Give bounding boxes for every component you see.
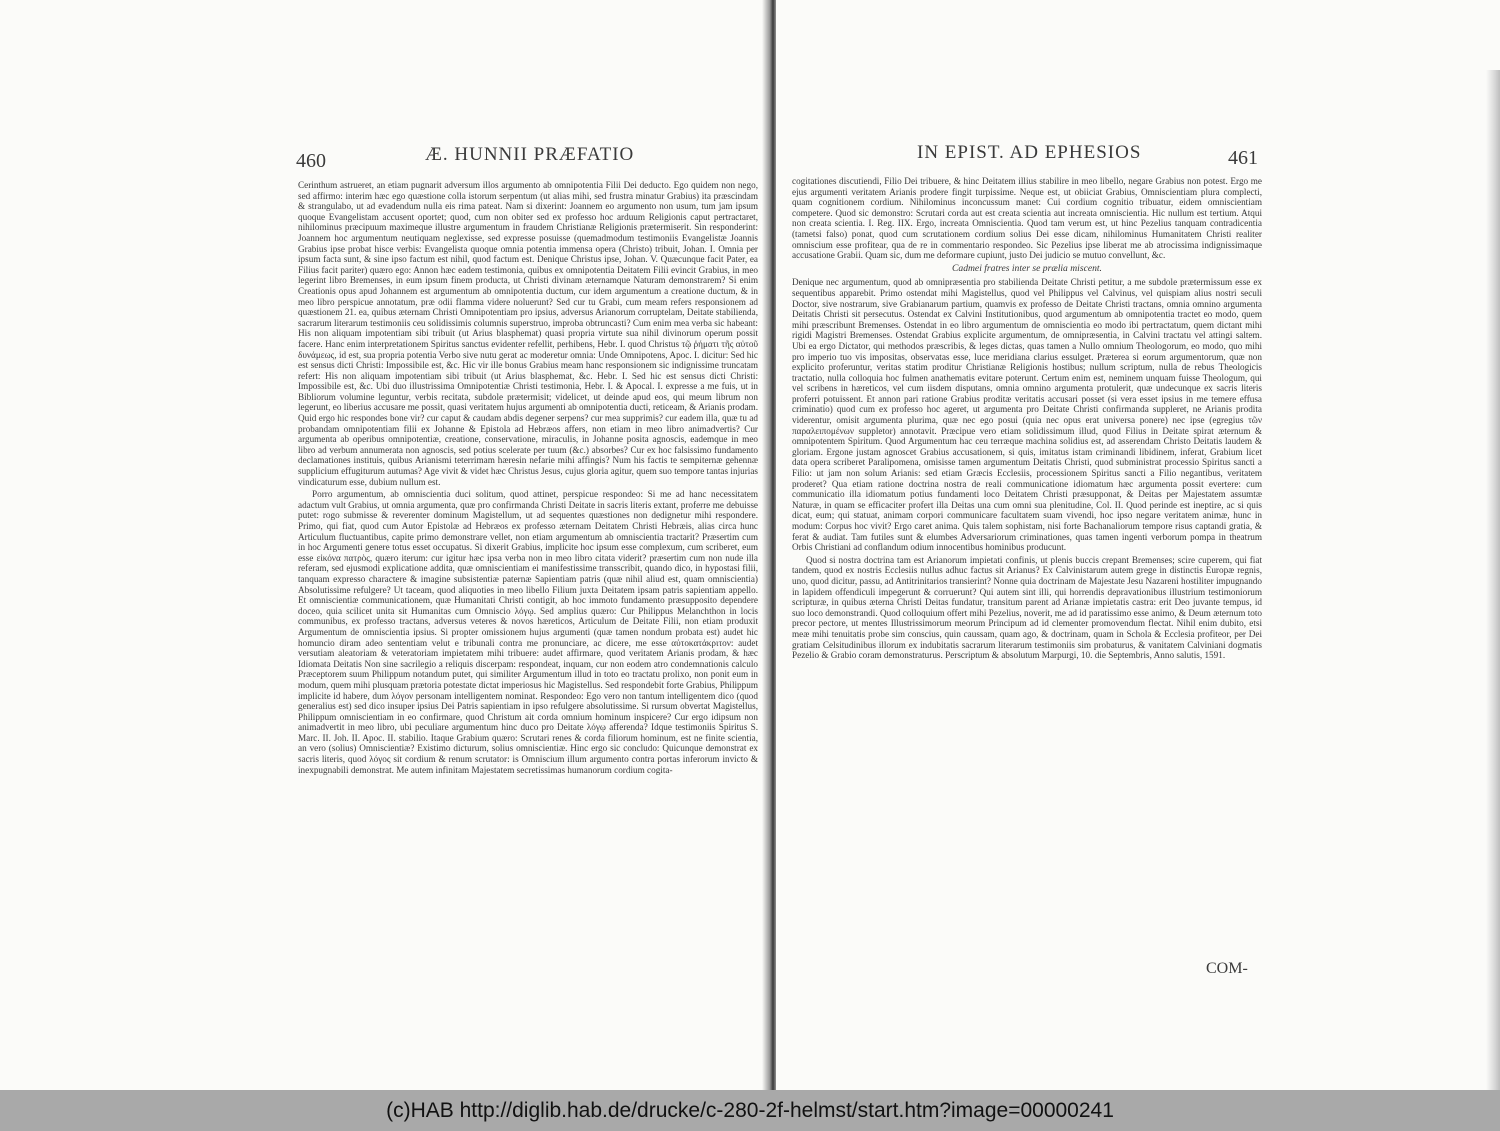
section-subheading: Cadmei fratres inter se prælia miscent.	[952, 262, 1102, 274]
copyright-footer	[0, 1090, 1500, 1131]
catchword: COM-	[1206, 960, 1248, 977]
left-page	[0, 0, 768, 1090]
footer-url-text: (c)HAB http://diglib.hab.de/drucke/c-280-2f-helmst/start.htm?image=00000241	[386, 1098, 1114, 1122]
page-number: 460	[296, 150, 326, 172]
paragraph: Cerinthum astrueret, an etiam pugnarit adversum illos argumento ab omnipotentia Filii Dei deducto. Ego quidem non nego, sed affirmo: interim hæc ego quæstione colla istorum serpentum (ut alias mihi, sed frustra minatur Grabius) ita præscindam & strangulabo, ut ad evadendum nulla eis rima pateat. Nam si dixerint: Joannem eo argumento non usum, tum jam ipsum quoque Evangelistam accusent oportet; quod, cum non obiter sed ex professo hoc arduum Religionis caput pertractaret, nihilominus præcipuum maximeque illustre argumentum in fraudem Christianæ Religionis prætermiserit. Sin responderint: Joannem hoc argumentum neutiquam neglexisse, sed expresse posuisse (quemadmodum testimoniis Evangelistæ Joannis Grabius ipse probat hisce verbis: Evangelista quoque omnia potentia immensa opera (Christo) tribuit, Johan. I. Omnia per ipsum facta sunt, & sine ipso factum est nihil, quod factum est. Denique Christus ipse, Johan. V. Quæcunque facit Pater, ea Filius facit pariter) quæro ego: Annon hæc eadem testimonia, quibus ex omnipotentia Deitatem Filii evincit Grabius, in meo legerint libro Bremenses, in eum ipsum finem producta, ut Christi divinam æternamque Naturam demonstrarem? Si enim Creationis opus apud Johannem est argumentum ab omnipotentia ductum, cur idem argumentum a creatione ductum, & in meo libro perspicue annotatum, præ odii flamma videre noluerunt? Sed cur tu Grabi, cum meam refers responsionem ad quæstionem 21. ea, quibus æternam Christi Omnipotentiam pro ipsius, adversus Arianorum corruptelam, Deitate stabilienda, sacrarum literarum testimoniis ceu solidissimis columnis superstruo, improba obtruncasti? Cum enim mea verba sic habeant: His non aliquam impotentiam sibi tribuit (ut Arius blasphemat) quasi propria virtute sua nihil divinorum operum possit facere. Hanc enim interpretationem Spiritus sanctus evidenter refellit, perhibens, Hebr. I. quod Christus τῷ ῥήματι τῆς αὐτοῦ δυνάμεως, id est, sua propria potentia Verbo sive nutu gerat ac moderetur omnia: Unde Omnipotens, Apoc. I. dicitur: Sed hic est sensus dicti Christi: Impossibile est, &c. Hic vir ille bonus Grabius meam hanc responsionem sic indignissime truncatam refert: His non aliquam impotentiam sibi tribuit (ut Arius blasphemat, &c. Hebr. I. Sed hic est sensus dicti Christi: Impossibile est, &c. Ubi duo illustrissima Omnipotentiæ Christi testimonia, Hebr. I. & Apocal. I. expresse a me fuis, ut in Bibliorum volumine leguntur, verbis recitata, subdole prætermisit; videlicet, ut deinde apud eos, qui meum librum non legerunt, eo liberius accusare me possit, quasi veritatem hujus argumenti ab omnipotentia ducti, reticeam, & Arianis prodam. Quid ergo hic respondes bone vir? cur caput & caudam abdis degener serpens? cur mea supprimis? cur eadem illa, quæ tu ad probandam omnipotentiam filii ex Johanne & Epistola ad Hebræos affers, non etiam in meo libro animadvertis? Cur argumenta ab operibus omnipotentiæ, creatione, conservatione, miraculis, in Johanne posita agnoscis, eademque in meo libro ad verbum annumerata non agnoscis, sed potius scelerate per tuum (&c.) absorbes? Cur ex hoc falsissimo fundamento declamationes instituis, quibus Arianismi teterrimam hæresin nefarie mihi affingis? Num his factis te sempiternæ gehennæ supplicium effugiturum autumas? Age vivit & videt hæc Christus Jesus, cujus gloria agitur, quem suo tempore tantas injurias vindicaturum esse, dubium nullum est.	[298, 180, 758, 487]
page-edge-shadow	[1486, 70, 1500, 1090]
body-text	[298, 180, 758, 777]
body-text	[792, 176, 1262, 663]
paragraph: cogitationes discutiendi, Filio Dei tribuere, & hinc Deitatem illius stabilire in meo libello, negare Grabius non potest. Ergo me ejus argumenti veritatem Arianis prodere fingit turpissime. Neque est, ut obiiciat Grabius, Omniscientiam plura complecti, quam cognitionem cordium. Nihilominus inconcussum manet: Cui cordium cognitio tribuatur, eidem omniscientiam competere. Quod sic demonstro: Scrutari corda aut est creata scientia aut increata omniscientia. Hic nullum est tertium. Atqui non creata scientia. I. Reg. IIX. Ergo, increata Omniscientia. Quod tam verum est, ut hinc Pezelius tanquam contradicentia (tametsi falso) ponat, quod cum scrutationem cordium solius Dei esse dicam, nihilominus Humanitatem Christi realiter omniscium esse profitear, qua de re in commentario respondeo. Sic Pezelius ipse liberat me ab atrocissima indignissimaque accusatione Grabii. Quam sic, dum me deformare cupiunt, justo Dei judicio se mutuo convellunt, &c.	[792, 176, 1262, 261]
right-page	[776, 0, 1500, 1090]
page-number: 461	[1228, 147, 1258, 169]
running-head: Æ. HUNNII PRÆFATIO	[425, 144, 635, 165]
paragraph: Denique nec argumentum, quod ab omnipræsentia pro stabilienda Deitate Christi petitur, a me subdole prætermissum esse ex sequentibus apparebit. Primo ostendat mihi Magistellus, quod vel Philippus vel Calvinus, vel quispiam alius nostri seculi Doctor, sive nostrarum, sive Grabianarum partium, quamvis ex professo de Deitate Christi tractans, omnia omnino argumenta Deitatis Christi sit persecutus. Ostendat ex Calvini Institutionibus, quod argumentum ab omnipotentia tractet eo modo, quem mihi præscribunt Bremenses. Ostendat in eo libro argumentum de omniscientia eo modo ibi pertractatum, quem dictant mihi rigidi Magistri Bremenses. Ostendat Grabius explicite argumentum, de omnipræsentia, in Calvini tractatu vel attingi saltem. Ubi ea ergo Dictator, qui methodos præscribis, & leges dictas, quas tamen a Nullo omnium Theologorum, eo modo, quo mihi pro imperio tuo vis impositas, observatas esse, luce meridiana clarius essulget. Præterea si eorum argumentorum, quæ non explicito proferuntur, veritas statim proditur Christianæ Religionis hostibus; nullum scriptum, nulla de rebus Theologicis tractatio, nulla colloquia hoc fulmen anathematis evitare poterunt. Certum enim est, neminem unquam fuisse Theologum, qui vel scribens in hæreticos, vel cum iisdem disputans, omnia omnino argumenta protulerit, quæ undecunque ex sacris literis proferri potuissent. Et annon pari ratione Grabius proditæ veritatis accusari posset (si vera esset ipsius in me temere effusa criminatio) quod cum ex professo hoc ageret, ut argumenta pro Deitate Christi confirmanda suppleret, ne Arianis prodita viderentur, omisit argumenta plurima, quæ nec ego posui (quia nec opus erat universa ponere) nec ipse (egregius τῶν παραλειπομένων suppletor) annotavit. Præcipue vero etiam solidissimum illud, quod Filius in Deitate spirat æternum & omnipotentem Spiritum. Quod Argumentum hac ceu terræque machina solidius est, ad asserendam Christo Deitatis laudem & gloriam. Ergone justam agnoscet Grabius accusationem, si quis, imitatus istam criminandi libidinem, inferat, Grabium licet data opera scriberet Paralipomena, omisisse tamen argumentum Deitatis Christi, quod subministrat processio Spiritus sancti a Filio: ut jam non solum Arianis: sed etiam Græcis Ecclesiis, processionem Spiritus sancti a Filio negantibus, veritatem proderet? Qua etiam ratione doctrina nostra de reali communicatione idiomatum hæc argumenta possit evertere: cum communicatio illa idiomatum potius fundamenti loco Deitatem Christi præsupponat, & Deitas per Majestatem assumtæ Naturæ, in quam se efficaciter profert illa Deitas una cum omni sua plenitudine, Col. II. Quod perinde est ineptire, ac si quis dicat, eum; qui statuat, animam corpori communicare facultatem suam vivendi, hoc ipso negare veritatem animæ, hunc in modum: Corpus hoc vivit? Ergo caret anima. Quis talem sophistam, nisi forte Bachanaliorum tempore risus captandi gratia, & ferat & audiat. Tam futiles sunt & elumbes Adversariorum criminationes, quas tamen ingenti verborum pompa in theatrum Orbis Christiani ad conflandum odium innocentibus hominibus producunt.	[792, 277, 1262, 553]
paragraph: Porro argumentum, ab omniscientia duci solitum, quod attinet, perspicue respondeo: Si me ad hanc necessitatem adactum vult Grabius, ut omnia argumenta, quæ pro confirmanda Christi Deitate in sacris literis extant, proferre me debuisse putet: rogo submisse & reverenter dominum Magistellum, ut ad sequentes quæstiones non dedignetur mihi respondere. Primo, qui fiat, quod cum Autor Epistolæ ad Hebræos ex professo æternam Deitatem Christi Hebræis, alias circa hunc Articulum fluctuantibus, capite primo demonstrare vellet, non etiam argumentum ab omniscientia tractarit? Præsertim cum in hoc Argumenti genere totus esset occupatus. Si dixerit Grabius, implicite hoc ipsum esse complexum, cum scriberet, eum esse εἰκόνα πατρὸς, quæro iterum: cur igitur hæc ipsa verba non in meo libro citata viderit? præsertim cum non nude illa referam, sed ejusmodi explicatione addita, quæ omniscientiam ei manifestissime transscribit, quando dico, in hypostasi filii, tanquam expresso charactere & imagine subsistentiæ paternæ Sapientiam patris (quæ nihil aliud est, quam omniscientia) Absolutissime refulgere? Ut taceam, quod aliquoties in meo libello Filium juxta Deitatem ipsam patris sapientiam appello. Et omniscientiæ communicationem, quæ Humanitati Christi contigit, ab hoc immoto fundamento præsupposito dependere doceo, quia scilicet unita sit Humanitas cum Omniscio λόγῳ. Sed amplius quæro: Cur Philippus Melanchthon in locis communibus, ex professo tractans, adversus veteres & novos hæreticos, Articulum de Deitate Filii, non etiam produxit Argumentum de omniscientia ipsius. Si propter omissionem hujus argumenti (quæ tamen nondum probata est) audet hic homuncio diram adeo sententiam velut e tribunali contra me pronunciare, ac dicere, me esse αὐτοκατάκριτον: audet versutiam aleatoriam & veteratoriam impietatem mihi tribuere: audet affirmare, quod veritatem Arianis prodam, & hæc Idiomata Deitatis Non sine sacrilegio a reliquis discerpam: respondeat, inquam, cur non eodem atro condemnationis calculo Præceptorem suum Philippum notandum putet, qui similiter Argumentum illud in toto eo tractatu prolixo, non ponit eum in modum, quem mihi plusquam prætoria potestate dictat imperiosus hic Magistellus. Sed respondebit forte Grabius, Philippum implicite id habere, dum λόγον personam intelligentem nominat. Respondeo: Ego vero non tantum intelligentem dico (quod generalius est) sed dico insuper ipsius Dei Patris sapientiam in ipso refulgere absolutissime. Si rursum obvertat Magistellus, Philippum omniscientiam in eo confirmare, quod Christum ait corda omnium hominum inspicere? Cur ergo idipsum non animadvertit in meo libro, ubi peculiare argumentum hinc duco pro Deitate λόγῳ afferenda? Idque testimoniis Spiritus S. Marc. II. Joh. II. Apoc. II. stabilio. Itaque Grabium quæro: Scrutari renes & corda filiorum hominum, est ne finite scientia, an vero (solius) Omniscientiæ? Existimo dicturum, solius omniscientiæ. Hinc ergo sic concludo: Quicunque demonstrat ex sacris literis, quod λόγος sit cordium & renum scrutator: is Omniscium illum argumento contra portas inferorum invicto & inexpugnabili demonstrat. Me autem infinitam Majestatem secretissimas humanorum cordium cogita-	[298, 489, 758, 775]
running-head: IN EPIST. AD EPHESIOS	[917, 142, 1142, 163]
paragraph: Quod si nostra doctrina tam est Arianorum impietati confinis, ut plenis buccis crepant Bremenses; scire cuperem, qui fiat tandem, quod ex nostris Ecclesiis nullus adhuc factus sit Arianus? Ex Calvinistarum autem grege in distinctis Europæ regnis, uno, quod dicitur, passu, ad Antitrinitarios transierint? Nonne quia doctrinam de Majestate Jesu Nazareni hostiliter impugnando in lapidem offendiculi impegerunt & corruerunt? Qui autem sint illi, qui horrendis depravationibus illustrium testimoniorum scripturæ, in quibus æterna Christi Deitas fundatur, transitum parent ad Arianæ impietatis castra: erit Deo juvante tempus, id suo loco demonstrandi. Quod colloquium offert mihi Pezelius, noverit, me ad id paratissimo esse animo, & Deum æternum toto precor pectore, ut mentes Illustrissimorum meorum Principum ad id clementer promovendum flectat. Nihil enim dubito, etsi meæ mihi tenuitatis probe sim conscius, quin caussam, quam ago, & doctrinam, quam in Schola & Ecclesia profiteor, per Dei gratiam Celsitudinibus illorum ex indubitatis sacrarum literarum testimoniis sim probaturus, & vanitatem Calviniani dogmatis Pezelio & Grabio coram demonstraturus. Perscriptum & absolutum Marpurgi, 10. die Septembris, Anno salutis, 1591.	[792, 554, 1262, 661]
